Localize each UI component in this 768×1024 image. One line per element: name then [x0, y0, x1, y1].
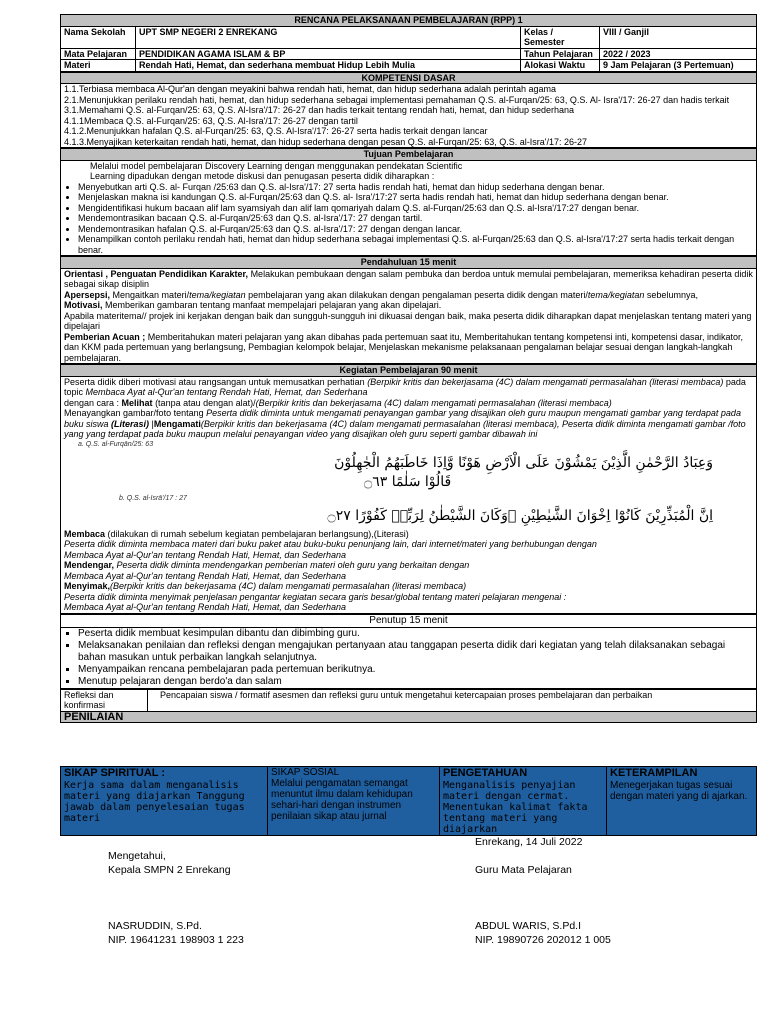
- list-item: ▪ Peserta didik membuat kesimpulan dibantu dan dibimbing guru.: [78, 628, 753, 640]
- menyimak-topic: Membaca Ayat al-Qur'an tentang Rendah Hati, Hemat, dan Sederhana: [64, 602, 346, 612]
- tujuan-section: [60, 148, 757, 256]
- inti-text: |: [149, 418, 154, 429]
- pendahuluan-section: [60, 256, 757, 364]
- keterampilan-text: Menegerjakan tugas sesuai dengan materi yang di ajarkan.: [610, 780, 748, 802]
- membaca-text: (dilakukan di rumah sebelum kegiatan pembelajaran berlangsung),(Literasi): [105, 528, 409, 539]
- acuan-paragraph: [64, 332, 753, 364]
- inti-text: Menayangkan gambar/foto tentang: [64, 408, 207, 418]
- kegiatan-inti-section: [60, 364, 757, 614]
- pengetahuan-cell: [440, 767, 607, 836]
- kd-item: 4.1.2.Menunjukkan hafalan Q.S. al-Furqan/25: 63, Q.S. Al-Isra'/17: 26-27 serta hadis terkait dengan lancar: [64, 126, 488, 136]
- inti-text: Melihat: [121, 397, 153, 408]
- inti-text: Mengamati: [153, 418, 201, 429]
- tahun-value: 2022 / 2023: [600, 48, 757, 60]
- motivasi-paragraph: [64, 300, 753, 311]
- kd-item: 1.1.Terbiasa membaca Al-Qur'an dengan meyakini bahwa rendah hati, hemat, dan hidup sederhana adalah perintah agama: [64, 84, 557, 94]
- alokasi-label: Alokasi Waktu: [521, 60, 600, 72]
- list-item: • Mengidentifikasi hukum bacaan alif lam syamsiyah dan alif lam qomariyah dalam Q.S. al-Furqan/25:63 dan Q.S. al-Isra'/17:27 dengan benar.: [78, 203, 753, 214]
- guru-nip: NIP. 19890726 202012 1 005: [475, 934, 611, 946]
- inti-paragraph: [64, 408, 753, 440]
- pengetahuan-text: Menganalisis penyajian materi dengan cermat. Menentukan kalimat fakta tentang materi yang diajarkan: [443, 780, 588, 835]
- menyimak-detail: Peserta didik diminta menyimak penjelasan pengantar kegiatan secara garis besar/global tentang materi pelajaran mengenai :: [64, 591, 567, 602]
- penutup-section: [60, 614, 757, 689]
- materi-value: Rendah Hati, Hemat, dan sederhana membuat Hidup Lebih Mulia: [136, 60, 521, 72]
- mendengar-topic: Membaca Ayat al-Qur'an tentang Rendah Hati, Hemat, dan Sederhana: [64, 570, 346, 581]
- mapel-label: Mata Pelajaran: [61, 48, 136, 60]
- apersepsi-label: Apersepsi,: [64, 289, 111, 300]
- mendengar-text: Peserta didik diminta mendengarkan pemberian materi oleh guru yang berkaitan dengan: [114, 560, 470, 570]
- kegiatan-inti-body: [61, 376, 757, 613]
- tahun-label: Tahun Pelajaran: [521, 48, 600, 60]
- tujuan-intro: Melalui model pembelajaran Discovery Learning dengan menggunakan pendekatan Scientific: [90, 160, 463, 171]
- menyimak-text: (Berpikir kritis dan bekerjasama (4C) dalam mengamati permasalahan (literasi membaca): [110, 581, 467, 591]
- apersepsi-text: sebelumnya,: [644, 289, 698, 300]
- inti-text: Peserta didik diminta untuk mengamati penayangan gambar yang disajikan oleh guru maupun mengamati gambar yang terdapat pada buku siswa: [64, 408, 741, 429]
- nama-sekolah-value: UPT SMP NEGERI 2 ENREKANG: [136, 26, 521, 48]
- mengetahui-label: Mengetahui,: [108, 850, 166, 862]
- sikap-sosial-title: SIKAP SOSIAL: [271, 767, 340, 778]
- quran-ref-b: b. Q.S. al-Isrā'/17 : 27: [119, 495, 187, 502]
- list-item: ▪ Menutup pelajaran dengan berdo'a dan salam: [78, 676, 753, 688]
- kelas-label: Kelas / Semester: [521, 26, 600, 48]
- identity-table: [60, 14, 757, 72]
- kepala-sekolah-name: NASRUDDIN, S.Pd.: [108, 920, 202, 932]
- refleksi-section: [60, 689, 757, 724]
- kompetensi-dasar-title: KOMPETENSI DASAR: [61, 72, 757, 84]
- inti-text: (Berpikir kritis dan bekerjasama (4C) dalam mengamati permasalahan (literasi membaca): [367, 376, 724, 387]
- penilaian-table: [60, 766, 757, 836]
- apersepsi-text: Mengaitkan materi/: [110, 289, 190, 300]
- apersepsi-text: pembelajaran yang akan dilakukan dengan pengalaman peserta didik dengan materi/: [245, 289, 588, 300]
- apersepsi-paragraph: [64, 290, 753, 301]
- kompetensi-dasar-section: [60, 72, 757, 149]
- quran-verse-a: وَعِبَادُ الرَّحْمٰنِ الَّذِيْنَ يَمْشُوْنَ عَلَى الْاَرْضِ هَوْنًا وَّاِذَا خَاطَبَهُمُ الْجٰهِلُوْنَ: [334, 455, 713, 471]
- inti-text: Peserta didik diberi motivasi atau rangsangan untuk memusatkan perhatian: [64, 376, 368, 387]
- apabila-paragraph: Apabila materitema// projek ini kerjakan dengan baik dan sungguh-sungguh ini dikuasai dengan baik, maka peserta didik diharapkan dapat menjelaskan tentang materi yang dipelajari: [64, 310, 752, 331]
- list-item: • Menampilkan contoh perilaku rendah hati, hemat dan hidup sederhana sebagai implementasi Q.S. al-Furqan/25:63 dan Q.S. al-Isra'/17:27 serta hadis terkait dengan benar.: [78, 234, 753, 255]
- kepala-sekolah-label: Kepala SMPN 2 Enrekang: [108, 864, 231, 876]
- mapel-value: PENDIDIKAN AGAMA ISLAM & BP: [136, 48, 521, 60]
- quran-ref-a: a. Q.S. al-Furqān/25: 63: [78, 440, 154, 448]
- document-title: RENCANA PELAKSANAAN PEMBELAJARAN (RPP) 1: [61, 15, 757, 27]
- tujuan-intro: Learning dipadukan dengan metode diskusi dan penugasan peserta didik diharapkan :: [90, 171, 435, 181]
- refleksi-label: Refleksi dan konfirmasi: [61, 689, 148, 711]
- refleksi-text: Pencapaian siswa / formatif asesmen dan refleksi guru untuk mengetahui ketercapaian proses pembelajaran dan perbaikan: [148, 689, 757, 711]
- kd-item: 4.1.3.Menyajikan keterkaitan rendah hati, hemat, dan hidup sederhana dengan pesan Q.S. al-Furqan/25: 63, Q.S. al-Isra'/17: 26-27: [64, 136, 588, 147]
- kegiatan-inti-title: Kegiatan Pembelajaran 90 menit: [61, 365, 757, 377]
- list-item: • Menjelaskan makna isi kandungan Q.S. al-Furqan/25:63 dan Q.S. al- Isra'/17:27 serta hadis rendah hati, hemat dan hidup sederhana dengan benar.: [78, 192, 753, 203]
- kompetensi-dasar-list: [61, 84, 757, 148]
- list-item: • Mendemontrasikan hafalan Q.S. al-Furqan/25:63 dan Q.S. al-Isra'/17: 27 dengan dengan lancar.: [78, 224, 753, 235]
- guru-name: ABDUL WARIS, S.Pd.I: [475, 920, 581, 932]
- tujuan-title: Tujuan Pembelajaran: [61, 149, 757, 161]
- membaca-topic: Membaca Ayat al-Qur'an tentang Rendah Hati, Hemat, dan Sederhana: [64, 549, 346, 560]
- orientasi-text: Melakukan pembukaan dengan salam pembuka dan berdoa untuk memulai pembelajaran, memeriksa kehadiran peserta didik sebagai sikap disiplin: [64, 268, 753, 289]
- inti-text: dengan cara :: [64, 397, 122, 408]
- guru-label: Guru Mata Pelajaran: [475, 864, 572, 876]
- inti-paragraph: [64, 398, 753, 409]
- alokasi-value: 9 Jam Pelajaran (3 Pertemuan): [600, 60, 757, 72]
- kd-item: 2.1.Menunjukkan perilaku rendah hati, hemat, dan hidup sederhana sebagai implementasi pemahaman Q.S. al-Furqan/25: 63, Q.S. Al- Isra'/17: 26-27 dan hadis terkait: [64, 94, 730, 105]
- apersepsi-text: tema/kegiatan: [587, 289, 645, 300]
- acuan-label: Pemberian Acuan ;: [64, 331, 146, 342]
- sikap-spiritual-cell: [61, 767, 268, 836]
- keterampilan-title: KETERAMPILAN: [610, 767, 698, 779]
- inti-text: pada topic: [64, 376, 746, 397]
- keterampilan-cell: [607, 767, 757, 836]
- kd-item: 4.1.1Membaca Q.S. al-Furqan/25: 63, Q.S. Al-Isra'/17: 26-27 dengan tartil: [64, 115, 358, 126]
- inti-text: Membaca Ayat al-Qur'an tentang Rendah Hati, Hemat, dan Sederhana: [85, 387, 368, 397]
- inti-text: (Berpikir kritis dan bekerjasama (4C) dalam mengamati permasalahan (literasi membaca), Peserta didik diminta mengamati gambar /foto yang yang terdapat pada buku maupun melalui penayangan video yang disajikan oleh guru seperti gambar dibawah ini: [64, 418, 746, 439]
- tujuan-body: [61, 160, 757, 256]
- kelas-value: VIII / Ganjil: [600, 26, 757, 48]
- membaca-detail: Peserta didik diminta membaca materi dari buku paket atau buku-buku penunjang lain, dari internet/materi yang berhubungan dengan: [64, 539, 597, 549]
- acuan-text: Memberitahukan materi pelajaran yang akan dibahas pada pertemuan saat itu, Memberitahukan tentang kompetensi inti, kompetensi dasar, indikator, dan KKM pada pertemuan yang berlangsung, Pembagian kelompok belajar, Menjelaskan mekanisme pelaksanaan pengalaman belajar sesuai dengan langkah-langkah pembelajaran.: [64, 331, 744, 363]
- menyimak-paragraph: [64, 581, 753, 592]
- apersepsi-text: tema/kegiatan: [189, 289, 246, 300]
- tujuan-list: [64, 182, 753, 256]
- membaca-label: Membaca: [64, 528, 106, 539]
- inti-paragraph: [64, 377, 753, 398]
- sikap-sosial-text: Melalui pengamatan semangat menuntut ilmu dalam kehidupan sehari-hari dengan instrumen penilaian sikap atau jurnal: [271, 778, 413, 822]
- kepala-sekolah-nip: NIP. 19641231 198903 1 223: [108, 934, 244, 946]
- nama-sekolah-label: Nama Sekolah: [61, 26, 136, 48]
- penutup-list: [64, 628, 753, 688]
- orientasi-paragraph: [64, 269, 753, 290]
- penutup-title: Penutup 15 menit: [61, 614, 757, 627]
- menyimak-label: Menyimak,: [64, 581, 111, 591]
- penilaian-title: PENILAIAN: [61, 711, 757, 723]
- quran-verse-b: اِنَّ الْمُبَذِّرِيْنَ كَانُوْٓا اِخْوَانَ الشَّيٰطِيْنِ ۗوَكَانَ الشَّيْطٰنُ لِرَبِّهٖ كَفُوْرًا ۝٢٧: [327, 507, 713, 524]
- sikap-sosial-cell: [268, 767, 440, 836]
- list-item: • Mendemontrasikan bacaan Q.S. al-Furqan/25:63 dan Q.S. al-Isra'/17: 27 dengan tartil.: [78, 213, 753, 224]
- membaca-paragraph: [64, 529, 753, 540]
- inti-text: (Berpikir kritis dan bekerjasama (4C) dalam mengamati permasalahan (literasi membaca): [255, 397, 612, 408]
- kd-item: 3.1.Memahami Q.S. al-Furqan/25: 63, Q.S. Al-Isra'/17: 26-27 dan hadis terkait tentang rendah hati, hemat, dan hidup sederhana: [64, 105, 575, 115]
- place-date: Enrekang, 14 Juli 2022: [475, 836, 583, 848]
- list-item: ▪ Melaksanakan penilaian dan refleksi dengan mengajukan pertanyaan atau tanggapan peserta didik dari kegiatan yang telah dilaksanakan sebagai bahan masukan untuk perbaikan langkah selanjutnya.: [78, 640, 753, 664]
- pendahuluan-title: Pendahuluan 15 menit: [61, 257, 757, 269]
- sikap-spiritual-text: Kerja sama dalam menganalisis materi yang diajarkan Tanggung jawab dalam penyelesaian tugas materi: [64, 780, 245, 824]
- list-item: • Menyebutkan arti Q.S. al- Furqan /25:63 dan Q.S. al-Isra'/17: 27 serta hadis rendah hati, hemat dan hidup sederhana dengan benar.: [78, 182, 753, 193]
- pengetahuan-title: PENGETAHUAN: [443, 767, 528, 779]
- inti-text: (Literasi): [111, 418, 150, 429]
- orientasi-label: Orientasi , Penguatan Pendidikan Karakter,: [64, 268, 249, 279]
- motivasi-text: Memberikan gambaran tentang manfaat mempelajari pelajaran yang akan dipelajari.: [102, 300, 442, 310]
- inti-text: (tanpa atau dengan alat)/: [152, 397, 256, 408]
- list-item: ▪ Menyampaikan rencana pembelajaran pada pertemuan berikutnya.: [78, 664, 753, 676]
- quran-verse-a-cont: قَالُوْا سَلٰمًا ۝٦٣: [364, 474, 452, 490]
- rpp-document: [60, 14, 757, 723]
- mendengar-paragraph: [64, 560, 753, 571]
- pendahuluan-body: [61, 268, 757, 364]
- sikap-spiritual-title: SIKAP SPIRITUAL :: [64, 767, 166, 779]
- penutup-body: [61, 627, 757, 688]
- materi-label: Materi: [61, 60, 136, 72]
- mendengar-label: Mendengar,: [64, 560, 115, 570]
- motivasi-label: Motivasi,: [64, 300, 103, 310]
